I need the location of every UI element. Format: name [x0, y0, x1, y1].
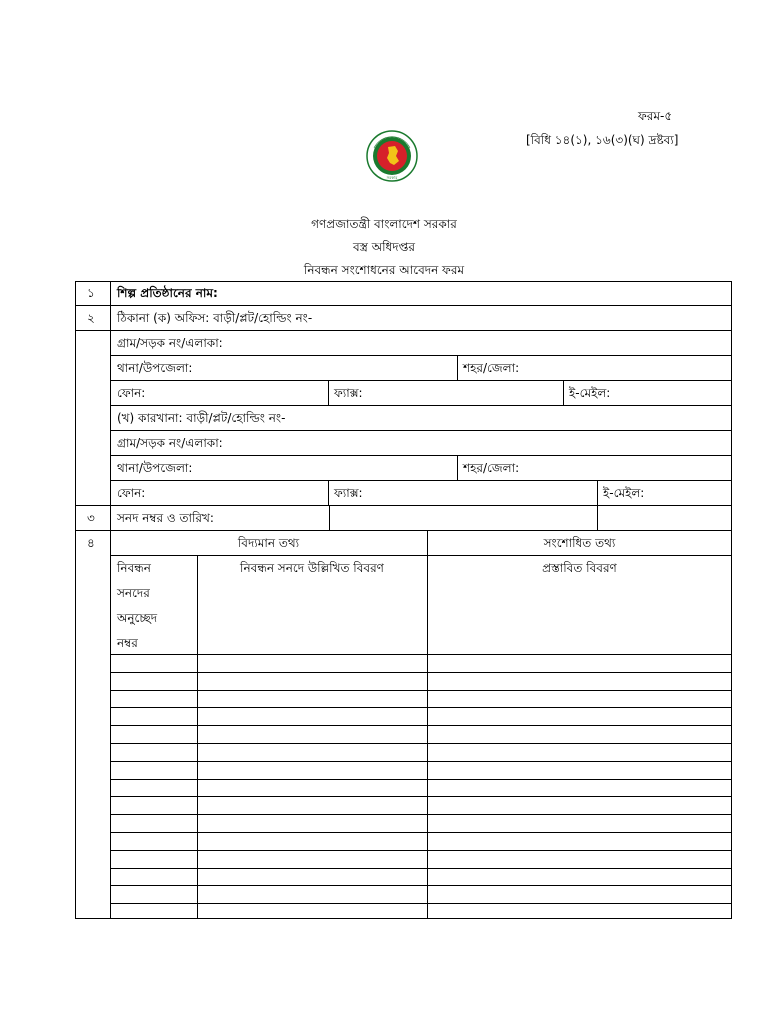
- enterprise-name-field[interactable]: শিল্প প্রতিষ্ঠানের নাম:: [117, 286, 218, 300]
- row-number-3: ৩: [87, 511, 95, 525]
- row-number-2: ২: [87, 311, 95, 325]
- factory-phone-field[interactable]: ফোন:: [117, 486, 146, 500]
- factory-thana-field[interactable]: থানা/উপজেলা:: [117, 461, 193, 475]
- table-row[interactable]: [110, 761, 732, 762]
- office-village-field[interactable]: গ্রাম/সড়ক নং/এলাকা:: [117, 336, 223, 350]
- table-row[interactable]: [110, 707, 732, 708]
- table-row[interactable]: [110, 743, 732, 744]
- factory-city-field[interactable]: শহর/জেলা:: [463, 461, 520, 475]
- para-number-header-line-3: অনুচ্ছেদ: [117, 611, 158, 625]
- factory-village-field[interactable]: গ্রাম/সড়ক নং/এলাকা:: [117, 436, 223, 450]
- department-name: বস্ত্র অধিদপ্তর: [352, 240, 416, 254]
- office-address-field[interactable]: ঠিকানা (ক) অফিস: বাড়ী/প্লট/হোল্ডিং নং-: [117, 311, 313, 325]
- table-row[interactable]: [110, 814, 732, 815]
- certificate-details-header: নিবন্ধন সনদে উল্লিখিত বিবরণ: [240, 561, 384, 575]
- svg-text:সরকার: সরকার: [386, 175, 398, 180]
- factory-fax-field[interactable]: ফ্যাক্স:: [334, 486, 363, 500]
- para-number-header-line-2: সনদের: [117, 586, 150, 600]
- table-row[interactable]: [110, 903, 732, 904]
- table-row[interactable]: [110, 672, 732, 673]
- table-border: [75, 281, 732, 919]
- table-row[interactable]: [110, 868, 732, 869]
- table-row[interactable]: [110, 832, 732, 833]
- form-title: নিবন্ধন সংশোধনের আবেদন ফরম: [303, 263, 465, 277]
- government-name: গণপ্রজাতন্ত্রী বাংলাদেশ সরকার: [311, 217, 457, 231]
- certificate-number-date-field[interactable]: সনদ নম্বর ও তারিখ:: [117, 511, 214, 525]
- table-row[interactable]: [110, 779, 732, 780]
- factory-address-field[interactable]: (খ) কারখানা: বাড়ী/প্লট/হোল্ডিং নং-: [117, 411, 286, 425]
- form-code: ফরম-৫: [638, 109, 673, 123]
- table-row[interactable]: [110, 690, 732, 691]
- table-row[interactable]: [110, 796, 732, 797]
- table-row[interactable]: [110, 885, 732, 886]
- office-phone-field[interactable]: ফোন:: [117, 386, 146, 400]
- para-number-header-line-1: নিবন্ধন: [117, 561, 151, 575]
- table-row[interactable]: [110, 850, 732, 851]
- existing-info-header: বিদ্যমান তথ্য: [237, 536, 300, 550]
- office-thana-field[interactable]: থানা/উপজেলা:: [117, 361, 193, 375]
- table-row[interactable]: [110, 725, 732, 726]
- rule-reference: [বিধি ১৪(১), ১৬(৩)(ঘ) দ্রষ্টব্য]: [526, 133, 679, 147]
- row-number-1: ১: [87, 286, 95, 300]
- office-email-field[interactable]: ই-মেইল:: [569, 386, 611, 400]
- row-number-4: ৪: [87, 536, 95, 550]
- proposed-details-header: প্রস্তাবিত বিবরণ: [542, 561, 617, 575]
- table-row[interactable]: [110, 654, 732, 655]
- office-city-field[interactable]: শহর/জেলা:: [463, 361, 520, 375]
- factory-email-field[interactable]: ই-মেইল:: [603, 486, 645, 500]
- government-seal-logo: [366, 130, 418, 182]
- office-fax-field[interactable]: ফ্যাক্স:: [334, 386, 363, 400]
- revised-info-header: সংশোধিত তথ্য: [543, 536, 616, 550]
- para-number-header-line-4: নম্বর: [117, 636, 138, 650]
